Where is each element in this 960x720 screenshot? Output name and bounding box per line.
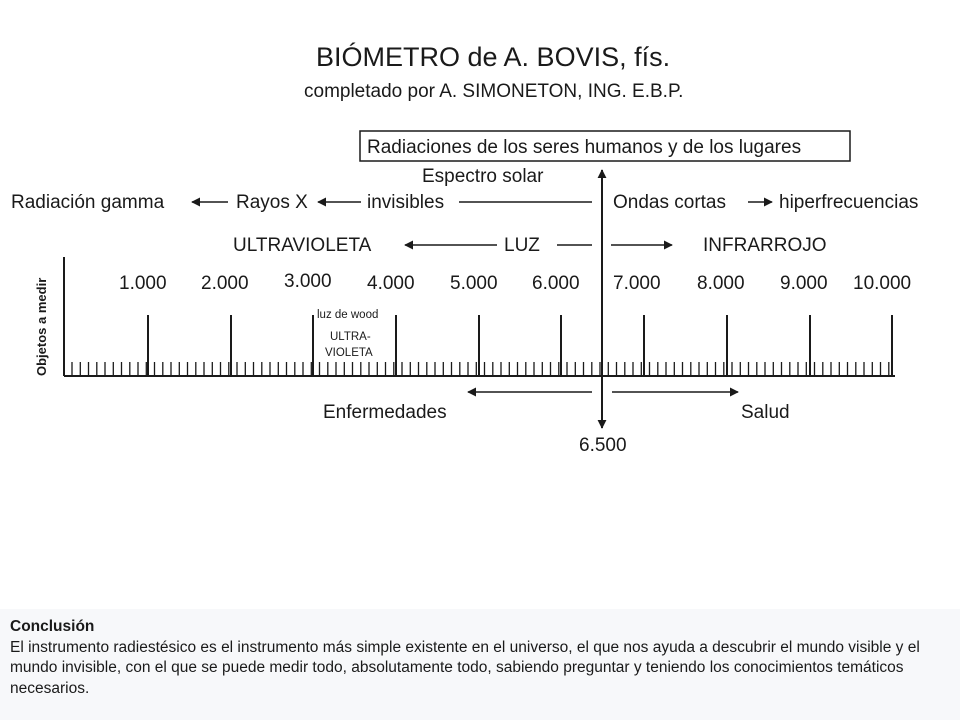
conclusion-heading: Conclusión: [10, 618, 95, 635]
gamma-label: Radiación gamma: [11, 192, 165, 213]
center-value: 6.500: [579, 435, 627, 456]
disease-label: Enfermedades: [323, 402, 447, 423]
infrared-label: INFRARROJO: [703, 235, 827, 256]
xray-label: Rayos X: [236, 192, 308, 213]
major-ticks: [148, 315, 892, 376]
header-box-label: Radiaciones de los seres humanos y de los lugares: [367, 137, 802, 158]
short-waves-label: Ondas cortas: [613, 192, 726, 213]
invisible-label: invisibles: [367, 192, 445, 213]
scale-label: 6.000: [532, 273, 580, 294]
health-label: Salud: [741, 402, 790, 423]
axis-label: Objetos a medir: [34, 277, 49, 376]
scale-label: 7.000: [613, 273, 661, 294]
light-label: LUZ: [504, 235, 540, 256]
scale-label: 9.000: [780, 273, 828, 294]
scale-label: 4.000: [367, 273, 415, 294]
scale-label: 3.000: [284, 271, 332, 292]
hyperfrequency-label: hiperfrecuencias: [779, 192, 919, 213]
wood-light-label: luz de wood: [317, 309, 379, 321]
ultraviolet-small-1: ULTRA-: [330, 331, 371, 343]
ultraviolet-small-2: VIOLETA: [325, 347, 373, 359]
title: BIÓMETRO de A. BOVIS, fís.: [316, 42, 671, 72]
conclusion-panel: [0, 609, 960, 720]
subtitle: completado por A. SIMONETON, ING. E.B.P.: [304, 81, 684, 102]
ultraviolet-label: ULTRAVIOLETA: [233, 235, 372, 256]
scale-label: 5.000: [450, 273, 498, 294]
solar-spectrum-label: Espectro solar: [422, 166, 544, 187]
scale-label: 2.000: [201, 273, 249, 294]
scale-label: 1.000: [119, 273, 167, 294]
conclusion-text: El instrumento radiestésico es el instrumento más simple existente en el universo, el que nos ayuda a descubrir el mundo visible y el mundo invisible, con el que se puede medir todo, absolutamente todo, sabiendo preguntar y teniendo los conocimientos temáticos necesarios.: [10, 638, 920, 697]
scale-label: 10.000: [853, 273, 912, 294]
scale-label: 8.000: [697, 273, 745, 294]
minor-ticks: [72, 362, 889, 376]
